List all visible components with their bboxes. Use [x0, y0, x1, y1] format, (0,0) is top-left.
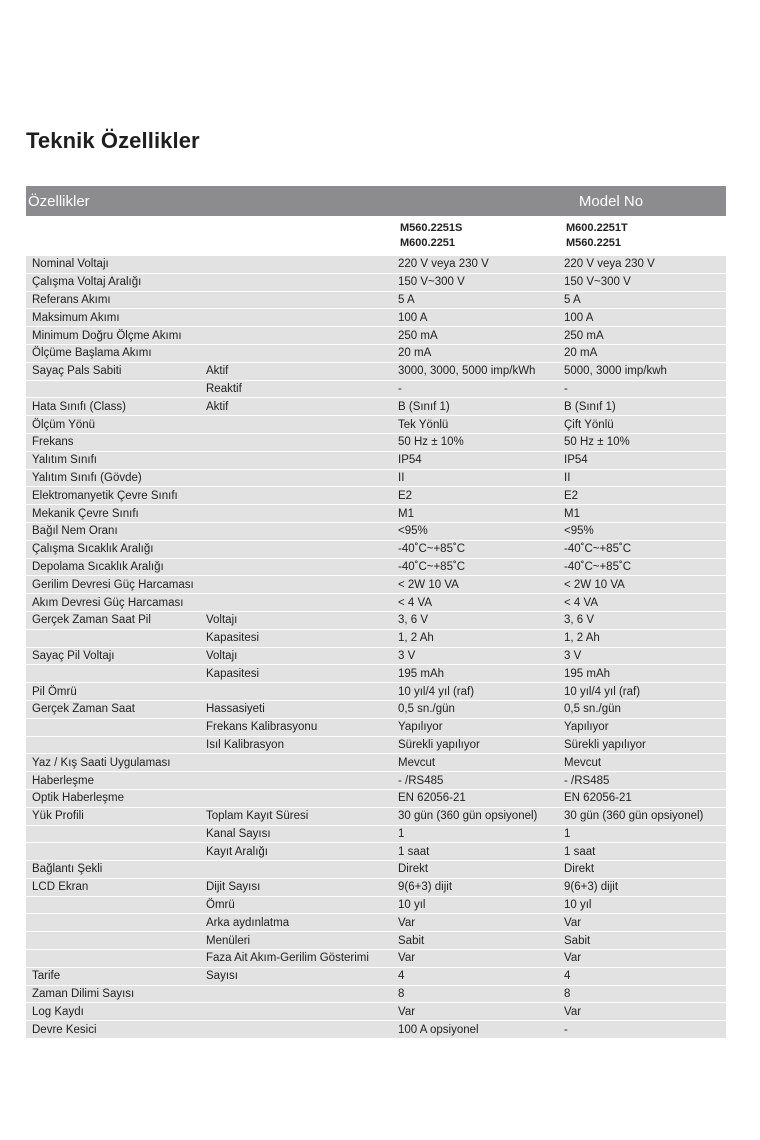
table-row — [26, 843, 726, 861]
row-sublabel: Dijit Sayısı — [202, 878, 396, 896]
row-value-b: < 4 VA — [562, 594, 726, 612]
row-sublabel: Ömrü — [202, 896, 396, 914]
row-value-b: Yapılıyor — [562, 718, 726, 736]
row-sublabel: Faza Ait Akım-Gerilim Gösterimi — [202, 950, 396, 968]
table-row — [26, 647, 726, 665]
row-value-b: Direkt — [562, 861, 726, 879]
row-value-a: B (Sınıf 1) — [396, 398, 562, 416]
row-label — [26, 380, 202, 398]
row-value-a: Var — [396, 1003, 562, 1021]
row-label — [26, 896, 202, 914]
table-row — [26, 611, 726, 629]
row-sublabel: Kanal Sayısı — [202, 825, 396, 843]
row-value-b: EN 62056-21 — [562, 789, 726, 807]
row-value-b: Mevcut — [562, 754, 726, 772]
table-row — [26, 985, 726, 1003]
row-label — [26, 932, 202, 950]
row-label: Yük Profili — [26, 807, 202, 825]
row-value-b: 0,5 sn./gün — [562, 700, 726, 718]
row-value-a: < 4 VA — [396, 594, 562, 612]
row-value-a: -40˚C~+85˚C — [396, 540, 562, 558]
row-label: Elektromanyetik Çevre Sınıfı — [26, 487, 202, 505]
row-sublabel — [202, 522, 396, 540]
table-row — [26, 291, 726, 309]
row-sublabel: Sayısı — [202, 967, 396, 985]
row-sublabel: Hassasiyeti — [202, 700, 396, 718]
row-label — [26, 718, 202, 736]
row-value-a: 1 — [396, 825, 562, 843]
row-value-a: 100 A — [396, 309, 562, 327]
row-sublabel — [202, 256, 396, 274]
table-row — [26, 789, 726, 807]
row-value-b: < 2W 10 VA — [562, 576, 726, 594]
row-sublabel: Reaktif — [202, 380, 396, 398]
table-row — [26, 825, 726, 843]
row-sublabel: Voltajı — [202, 611, 396, 629]
row-value-a: Direkt — [396, 861, 562, 879]
table-header-row — [26, 186, 726, 217]
row-value-b: <95% — [562, 522, 726, 540]
row-value-a: -40˚C~+85˚C — [396, 558, 562, 576]
row-sublabel — [202, 291, 396, 309]
row-value-b: 3 V — [562, 647, 726, 665]
row-label: Ölçüm Yönü — [26, 416, 202, 434]
table-row — [26, 878, 726, 896]
model-a-1: M560.2251S — [400, 222, 463, 234]
row-label: Çalışma Voltaj Aralığı — [26, 273, 202, 291]
row-sublabel — [202, 327, 396, 345]
table-row — [26, 861, 726, 879]
row-sublabel: Kapasitesi — [202, 629, 396, 647]
table-row — [26, 309, 726, 327]
row-label: Frekans — [26, 433, 202, 451]
row-sublabel — [202, 594, 396, 612]
row-value-b: Var — [562, 950, 726, 968]
row-value-b: 220 V veya 230 V — [562, 256, 726, 274]
row-value-a: 0,5 sn./gün — [396, 700, 562, 718]
row-label — [26, 914, 202, 932]
row-value-a: 10 yıl/4 yıl (raf) — [396, 683, 562, 701]
table-row — [26, 736, 726, 754]
row-value-a: 1 saat — [396, 843, 562, 861]
table-row — [26, 629, 726, 647]
row-value-b: Var — [562, 914, 726, 932]
row-value-b: - — [562, 380, 726, 398]
row-label: Optik Haberleşme — [26, 789, 202, 807]
row-value-b: - /RS485 — [562, 772, 726, 790]
row-sublabel: Kayıt Aralığı — [202, 843, 396, 861]
row-value-b: Çift Yönlü — [562, 416, 726, 434]
row-label — [26, 843, 202, 861]
table-row — [26, 950, 726, 968]
table-row — [26, 433, 726, 451]
row-label: Mekanik Çevre Sınıfı — [26, 505, 202, 523]
row-value-b: - — [562, 1021, 726, 1038]
row-label: Minimum Doğru Ölçme Akımı — [26, 327, 202, 345]
row-value-b: B (Sınıf 1) — [562, 398, 726, 416]
table-row — [26, 344, 726, 362]
row-value-b: 3, 6 V — [562, 611, 726, 629]
row-value-a: 8 — [396, 985, 562, 1003]
row-sublabel — [202, 309, 396, 327]
row-label — [26, 825, 202, 843]
row-sublabel: Aktif — [202, 398, 396, 416]
row-label: Nominal Voltajı — [26, 256, 202, 274]
row-value-b: 100 A — [562, 309, 726, 327]
row-value-b: 250 mA — [562, 327, 726, 345]
model-b — [562, 217, 726, 256]
row-label: Depolama Sıcaklık Aralığı — [26, 558, 202, 576]
row-label: Pil Ömrü — [26, 683, 202, 701]
table-row — [26, 932, 726, 950]
row-value-b: E2 — [562, 487, 726, 505]
row-label: Gerçek Zaman Saat Pil — [26, 611, 202, 629]
row-label: Bağıl Nem Oranı — [26, 522, 202, 540]
row-value-b: M1 — [562, 505, 726, 523]
row-label: Devre Kesici — [26, 1021, 202, 1038]
row-value-b: -40˚C~+85˚C — [562, 558, 726, 576]
row-label: Yaz / Kış Saati Uygulaması — [26, 754, 202, 772]
row-label — [26, 665, 202, 683]
row-value-a: 5 A — [396, 291, 562, 309]
row-value-a: 50 Hz ± 10% — [396, 433, 562, 451]
row-label: Maksimum Akımı — [26, 309, 202, 327]
row-value-a: 250 mA — [396, 327, 562, 345]
row-sublabel — [202, 1003, 396, 1021]
row-value-a: 3 V — [396, 647, 562, 665]
table-row — [26, 594, 726, 612]
row-sublabel — [202, 683, 396, 701]
table-row — [26, 256, 726, 274]
row-value-b: 30 gün (360 gün opsiyonel) — [562, 807, 726, 825]
row-value-b: 8 — [562, 985, 726, 1003]
row-sublabel — [202, 754, 396, 772]
table-row — [26, 398, 726, 416]
table-row — [26, 914, 726, 932]
table-row — [26, 451, 726, 469]
row-value-a: Tek Yönlü — [396, 416, 562, 434]
row-value-a: 1, 2 Ah — [396, 629, 562, 647]
row-sublabel — [202, 861, 396, 879]
header-model-no: Model No — [396, 186, 726, 217]
model-a-2: M600.2251 — [400, 237, 456, 249]
row-value-b: Var — [562, 1003, 726, 1021]
row-label — [26, 629, 202, 647]
table-row — [26, 1003, 726, 1021]
row-label: Çalışma Sıcaklık Aralığı — [26, 540, 202, 558]
row-value-b: Sabit — [562, 932, 726, 950]
row-label: Log Kaydı — [26, 1003, 202, 1021]
row-sublabel — [202, 469, 396, 487]
row-label: Sayaç Pals Sabiti — [26, 362, 202, 380]
row-label: Gerçek Zaman Saat — [26, 700, 202, 718]
table-row — [26, 700, 726, 718]
table-row — [26, 1021, 726, 1038]
row-value-b: 1 — [562, 825, 726, 843]
table-row — [26, 380, 726, 398]
row-sublabel — [202, 985, 396, 1003]
row-sublabel — [202, 772, 396, 790]
table-row — [26, 327, 726, 345]
row-label: LCD Ekran — [26, 878, 202, 896]
row-value-a: Sürekli yapılıyor — [396, 736, 562, 754]
row-value-a: - — [396, 380, 562, 398]
row-value-b: 1 saat — [562, 843, 726, 861]
table-row — [26, 558, 726, 576]
row-value-b: Sürekli yapılıyor — [562, 736, 726, 754]
row-label: Hata Sınıfı (Class) — [26, 398, 202, 416]
row-value-a: 100 A opsiyonel — [396, 1021, 562, 1038]
table-row — [26, 896, 726, 914]
row-sublabel — [202, 451, 396, 469]
row-label: Yalıtım Sınıfı — [26, 451, 202, 469]
table-row — [26, 576, 726, 594]
table-row — [26, 273, 726, 291]
table-row — [26, 967, 726, 985]
table-row — [26, 505, 726, 523]
row-sublabel — [202, 487, 396, 505]
table-row — [26, 362, 726, 380]
row-value-a: <95% — [396, 522, 562, 540]
row-value-a: M1 — [396, 505, 562, 523]
row-value-b: 150 V~300 V — [562, 273, 726, 291]
spec-table — [26, 186, 726, 1038]
row-value-a: 4 — [396, 967, 562, 985]
table-row — [26, 754, 726, 772]
row-sublabel: Frekans Kalibrasyonu — [202, 718, 396, 736]
row-label — [26, 950, 202, 968]
row-value-b: II — [562, 469, 726, 487]
row-value-b: 5000, 3000 imp/kwh — [562, 362, 726, 380]
row-value-b: 5 A — [562, 291, 726, 309]
row-label: Ölçüme Başlama Akımı — [26, 344, 202, 362]
row-value-a: 3000, 3000, 5000 imp/kWh — [396, 362, 562, 380]
row-label: Gerilim Devresi Güç Harcaması — [26, 576, 202, 594]
row-label: Sayaç Pil Voltajı — [26, 647, 202, 665]
row-value-b: 195 mAh — [562, 665, 726, 683]
row-value-a: < 2W 10 VA — [396, 576, 562, 594]
row-label: Haberleşme — [26, 772, 202, 790]
row-sublabel — [202, 433, 396, 451]
row-value-a: 195 mAh — [396, 665, 562, 683]
table-row — [26, 683, 726, 701]
row-sublabel: Arka aydınlatma — [202, 914, 396, 932]
table-row — [26, 416, 726, 434]
row-label: Zaman Dilimi Sayısı — [26, 985, 202, 1003]
row-value-a: Var — [396, 950, 562, 968]
row-sublabel: Toplam Kayıt Süresi — [202, 807, 396, 825]
row-sublabel — [202, 789, 396, 807]
row-value-a: 10 yıl — [396, 896, 562, 914]
model-numbers-row — [26, 217, 726, 256]
model-a — [396, 217, 562, 256]
table-row — [26, 772, 726, 790]
page-title: Teknik Özellikler — [26, 128, 200, 153]
row-sublabel — [202, 273, 396, 291]
row-sublabel: Aktif — [202, 362, 396, 380]
row-value-b: -40˚C~+85˚C — [562, 540, 726, 558]
row-value-a: Yapılıyor — [396, 718, 562, 736]
row-value-a: Mevcut — [396, 754, 562, 772]
table-row — [26, 522, 726, 540]
row-value-b: 4 — [562, 967, 726, 985]
table-row — [26, 665, 726, 683]
row-label: Akım Devresi Güç Harcaması — [26, 594, 202, 612]
row-sublabel — [202, 344, 396, 362]
row-value-a: 3, 6 V — [396, 611, 562, 629]
row-sublabel — [202, 505, 396, 523]
row-value-b: 9(6+3) dijit — [562, 878, 726, 896]
row-value-a: IP54 — [396, 451, 562, 469]
row-value-a: E2 — [396, 487, 562, 505]
row-value-a: 20 mA — [396, 344, 562, 362]
table-row — [26, 807, 726, 825]
model-b-2: M560.2251 — [566, 237, 622, 249]
row-value-b: 1, 2 Ah — [562, 629, 726, 647]
row-value-a: EN 62056-21 — [396, 789, 562, 807]
row-value-b: 10 yıl — [562, 896, 726, 914]
row-value-a: 220 V veya 230 V — [396, 256, 562, 274]
row-sublabel: Kapasitesi — [202, 665, 396, 683]
row-sublabel — [202, 1021, 396, 1038]
table-row — [26, 540, 726, 558]
table-row — [26, 469, 726, 487]
row-sublabel: Isıl Kalibrasyon — [202, 736, 396, 754]
row-label: Bağlantı Şekli — [26, 861, 202, 879]
row-value-a: Sabit — [396, 932, 562, 950]
row-value-a: II — [396, 469, 562, 487]
row-sublabel — [202, 576, 396, 594]
row-label: Referans Akımı — [26, 291, 202, 309]
row-sublabel: Menüleri — [202, 932, 396, 950]
row-label: Yalıtım Sınıfı (Gövde) — [26, 469, 202, 487]
row-sublabel — [202, 416, 396, 434]
row-value-b: 50 Hz ± 10% — [562, 433, 726, 451]
row-sublabel: Voltajı — [202, 647, 396, 665]
row-label: Tarife — [26, 967, 202, 985]
row-value-b: 20 mA — [562, 344, 726, 362]
row-value-a: 9(6+3) dijit — [396, 878, 562, 896]
header-features: Özellikler — [26, 186, 396, 217]
row-value-b: 10 yıl/4 yıl (raf) — [562, 683, 726, 701]
table-row — [26, 718, 726, 736]
model-b-1: M600.2251T — [566, 222, 628, 234]
row-value-a: - /RS485 — [396, 772, 562, 790]
table-row — [26, 487, 726, 505]
row-sublabel — [202, 558, 396, 576]
row-value-a: Var — [396, 914, 562, 932]
row-label — [26, 736, 202, 754]
row-value-a: 150 V~300 V — [396, 273, 562, 291]
row-value-a: 30 gün (360 gün opsiyonel) — [396, 807, 562, 825]
row-sublabel — [202, 540, 396, 558]
row-value-b: IP54 — [562, 451, 726, 469]
